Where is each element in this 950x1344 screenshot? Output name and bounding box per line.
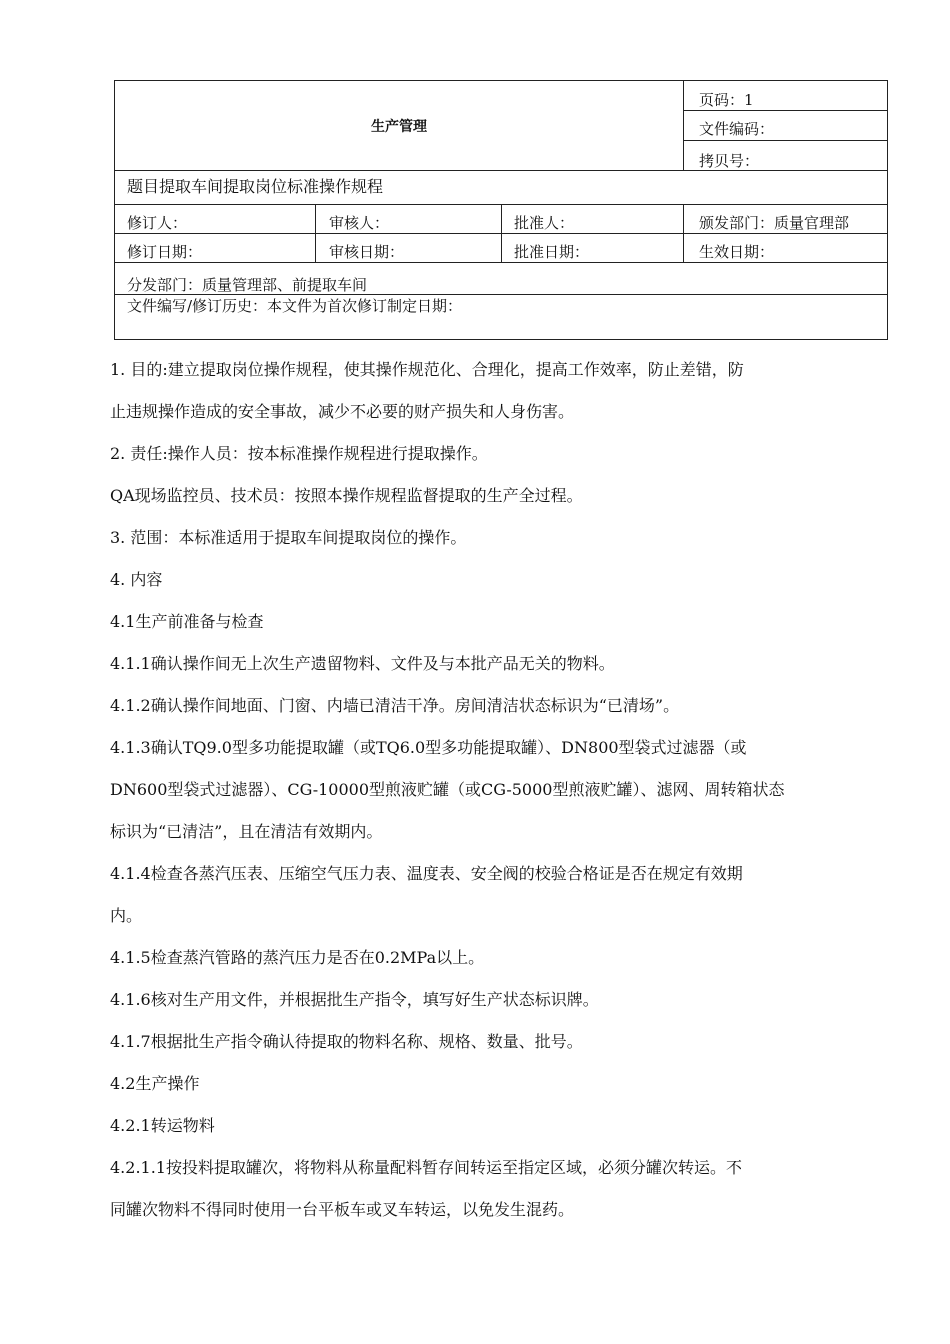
item-4-2-1: 4.2.1转运物料 (110, 1116, 215, 1135)
reviewed-by: 审核人： (329, 214, 390, 232)
effective-date: 生效日期： (699, 243, 775, 261)
paragraph-purpose-line2: 止违规操作造成的安全事故，减少不必要的财产损失和人身伤害。 (110, 402, 575, 421)
item-4-1-3-line3: 标识为“已清洁”，且在清洁有效期内。 (110, 822, 383, 841)
document-header-table (114, 80, 888, 340)
item-4-1-3-line1: 4.1.3确认TQ9.0型多功能提取罐（或TQ6.0型多功能提取罐）、DN800型袋式过滤器（或 (110, 738, 747, 757)
document-code: 文件编码： (699, 120, 775, 138)
item-4-1-5: 4.1.5检查蒸汽管路的蒸汽压力是否在0.2MPa以上。 (110, 948, 485, 967)
approved-date: 批准日期： (514, 243, 590, 261)
item-4-1-4-line1: 4.1.4检查各蒸汽压表、压缩空气压力表、温度表、安全阀的校验合格证是否在规定有效期 (110, 864, 743, 883)
section-heading-operation: 4.2生产操作 (110, 1074, 200, 1093)
item-4-2-1-1-line1: 4.2.1.1按投料提取罐次，将物料从称量配料暂存间转运至指定区域，必须分罐次转运。不 (110, 1158, 742, 1177)
row-divider (683, 140, 887, 141)
issuing-department: 颁发部门：质量官理部 (699, 214, 850, 232)
revision-history: 文件编写/修订历史：本文件为首次修订制定日期： (127, 297, 463, 315)
item-4-1-4-line2: 内。 (110, 906, 143, 925)
row-divider (683, 110, 887, 111)
paragraph-purpose-line1: 1. 目的:建立提取岗位操作规程，使其操作规范化、合理化，提高工作效率，防止差错，防 (110, 360, 744, 379)
approved-by: 批准人： (514, 214, 575, 232)
paragraph-scope: 3. 范围：本标准适用于提取车间提取岗位的操作。 (110, 528, 467, 547)
page-number: 页码：1 (699, 91, 754, 109)
section-heading-preparation: 4.1生产前准备与检查 (110, 612, 264, 631)
column-divider (683, 81, 684, 171)
distribution-departments: 分发部门：质量管理部、前提取车间 (127, 276, 368, 294)
paragraph-responsibility: 2. 责任:操作人员：按本标准操作规程进行提取操作。 (110, 444, 488, 463)
header-title: 生产管理 (371, 119, 427, 135)
column-divider (501, 204, 502, 262)
document-subject: 题目提取车间提取岗位标准操作规程 (127, 177, 384, 196)
revised-by: 修订人： (127, 214, 188, 232)
section-heading-content: 4. 内容 (110, 570, 163, 589)
item-4-1-2: 4.1.2确认操作间地面、门窗、内墙已清洁干净。房间清洁状态标识为“已清场”。 (110, 696, 680, 715)
paragraph-qa-monitor: QA现场监控员、技术员：按照本操作规程监督提取的生产全过程。 (110, 486, 583, 505)
row-divider (115, 262, 887, 263)
column-divider (683, 204, 684, 262)
row-divider (115, 294, 887, 295)
item-4-1-1: 4.1.1确认操作间无上次生产遗留物料、文件及与本批产品无关的物料。 (110, 654, 615, 673)
item-4-2-1-1-line2: 同罐次物料不得同时使用一台平板车或叉车转运，以免发生混药。 (110, 1200, 575, 1219)
item-4-1-6: 4.1.6核对生产用文件，并根据批生产指令，填写好生产状态标识牌。 (110, 990, 599, 1009)
column-divider (315, 204, 316, 262)
item-4-1-3-line2: DN600型袋式过滤器）、CG-10000型煎液贮罐（或CG-5000型煎液贮罐）、滤网、周转箱状态 (110, 780, 785, 799)
reviewed-date: 审核日期： (329, 243, 405, 261)
copy-number: 拷贝号： (699, 152, 760, 170)
item-4-1-7: 4.1.7根据批生产指令确认待提取的物料名称、规格、数量、批号。 (110, 1032, 583, 1051)
revised-date: 修订日期： (127, 243, 203, 261)
